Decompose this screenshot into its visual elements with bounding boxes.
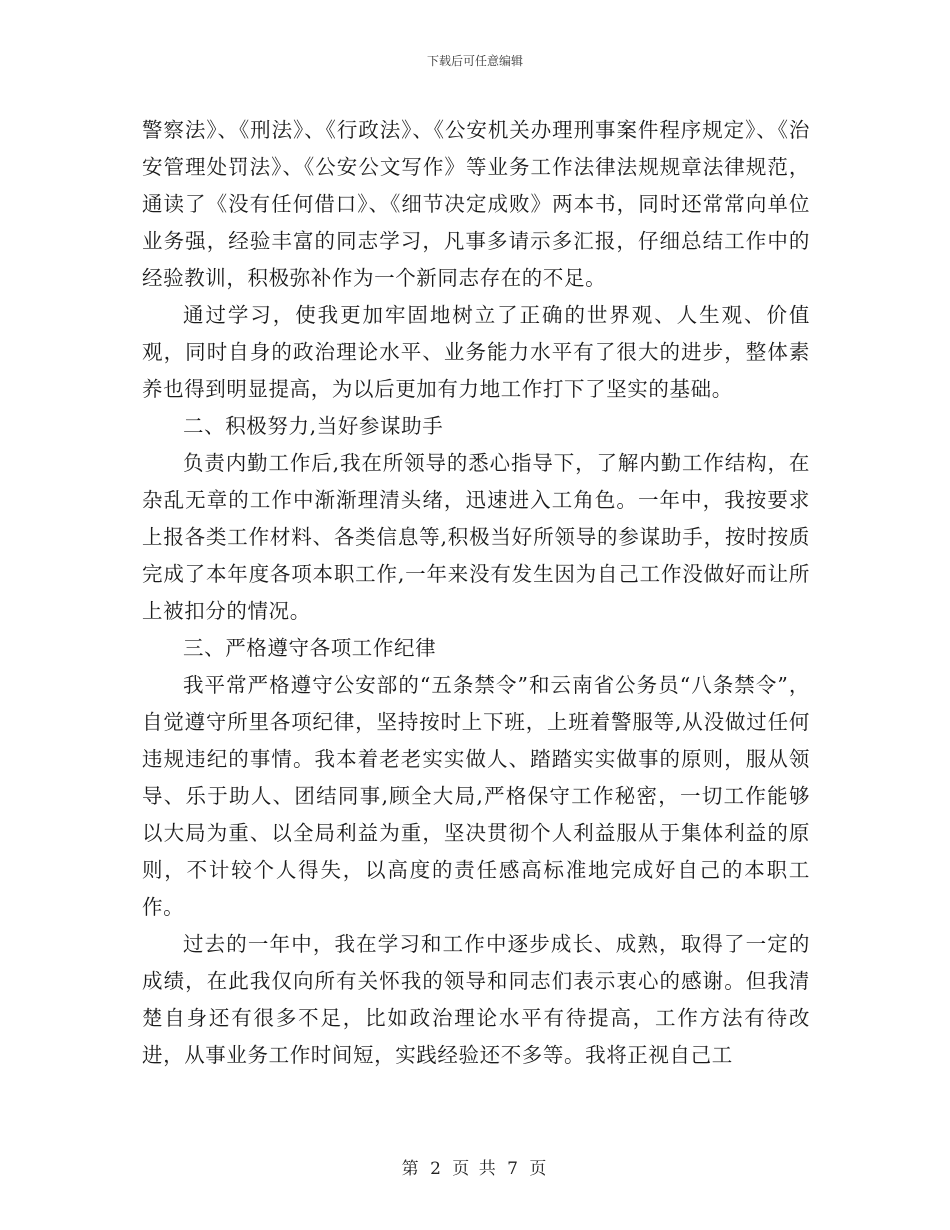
page-footer bbox=[0, 1154, 950, 1179]
paragraph-discipline: 我平常严格遵守公安部的“五条禁令”和云南省公务员“八条禁令”，自觉遵守所里各项纪律，坚持按时上下班，上班着警服等,从没做过任何违规违纪的事情。我本着老老实实做人、踏踏实实做事的原则，服从领导、乐于助人、团结同事,顾全大局,严格保守工作秘密，一切工作能够以大局为重、以全局利益为重，坚决贯彻个人利益服从于集体利益的原则，不计较个人得失，以高度的责任感高标准地完成好自己的本职工作。 bbox=[142, 673, 810, 919]
footer-prefix: 第 bbox=[401, 1159, 421, 1179]
document-body bbox=[142, 112, 810, 1074]
footer-middle: 页 共 bbox=[452, 1159, 498, 1179]
paragraph-continuation: 警察法》、《刑法》、《行政法》、《公安机关办理刑事案件程序规定》、《治安管理处罚法》、《公安公文写作》等业务工作法律法规规章法律规范，通读了《没有任何借口》、《细节决定成败》两本书，同时还常常向单位业务强，经验丰富的同志学习，凡事多请示多汇报，仔细总结工作中的经验教训，积极弥补作为一个新同志存在的不足。 bbox=[142, 118, 810, 290]
section-heading-2: 二、积极努力,当好参谋助手 bbox=[183, 414, 444, 438]
page-header-note: 下载后可任意编辑 bbox=[426, 54, 523, 68]
section-heading-3: 三、严格遵守各项工作纪律 bbox=[183, 636, 437, 660]
paragraph-inner-duties: 负责内勤工作后,我在所领导的悉心指导下，了解内勤工作结构，在杂乱无章的工作中渐渐理清头绪，迅速进入工角色。一年中，我按要求上报各类工作材料、各类信息等,积极当好所领导的参谋助手，按时按质完成了本年度各项本职工作,一年来没有发生因为自己工作没做好而让所上被扣分的情况。 bbox=[142, 451, 810, 623]
paragraph-study-results: 通过学习，使我更加牢固地树立了正确的世界观、人生观、价值观，同时自身的政治理论水平、业务能力水平有了很大的进步，整体素养也得到明显提高，为以后更加有力地工作打下了坚实的基础。 bbox=[142, 303, 810, 401]
paragraph-summary: 过去的一年中，我在学习和工作中逐步成长、成熟，取得了一定的成绩，在此我仅向所有关怀我的领导和同志们表示衷心的感谢。但我清楚自身还有很多不足，比如政治理论水平有待提高，工作方法有待改进，从事业务工作时间短，实践经验还不多等。我将正视自己工 bbox=[142, 932, 810, 1067]
footer-total-pages: 7 bbox=[507, 1159, 520, 1179]
footer-page-number: 2 bbox=[430, 1159, 443, 1179]
footer-suffix: 页 bbox=[529, 1159, 549, 1179]
